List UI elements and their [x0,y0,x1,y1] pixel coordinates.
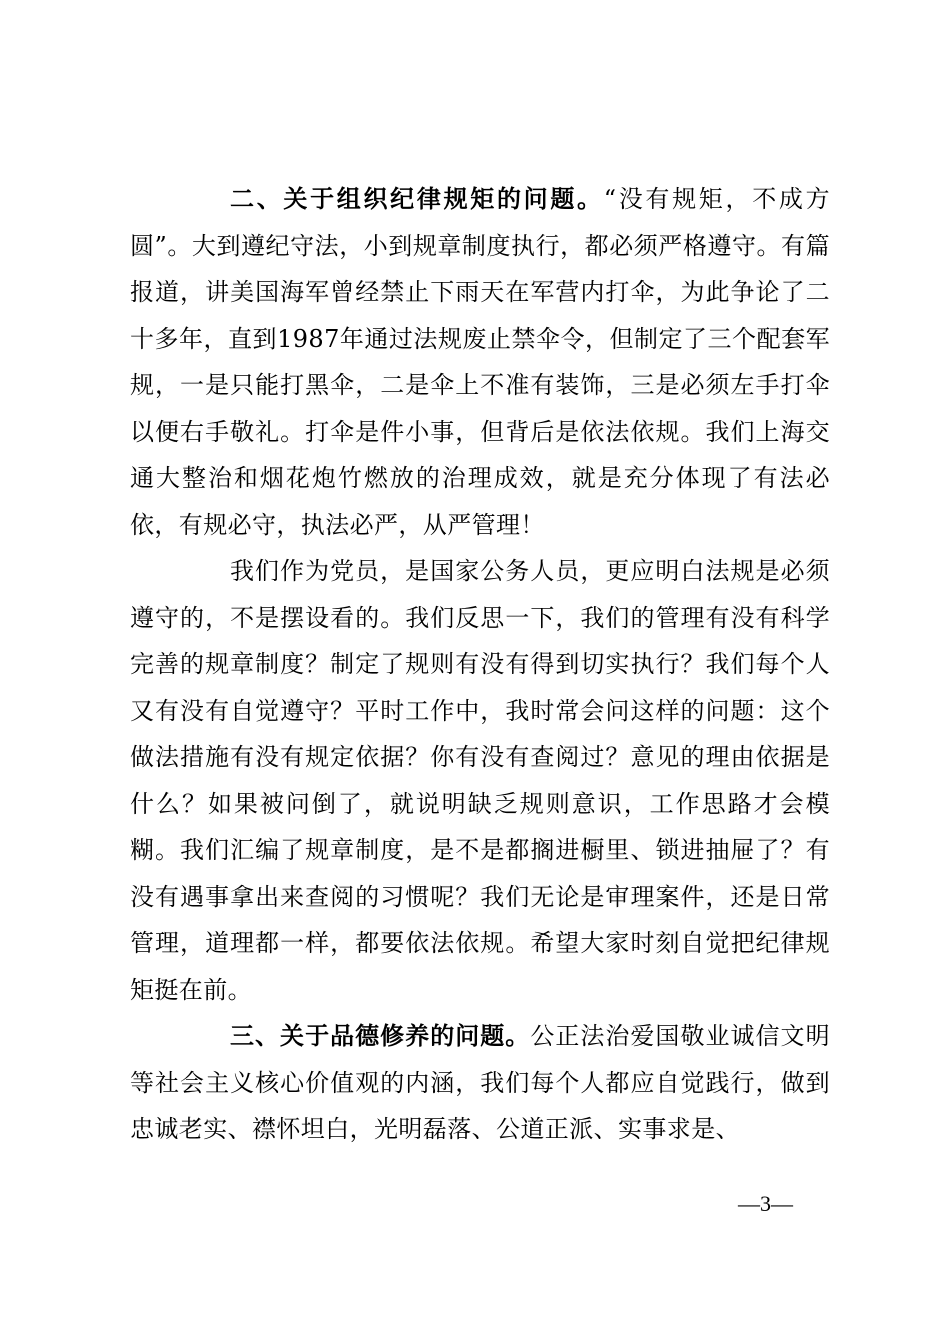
paragraph-party-member-reflection [130,548,830,1013]
paragraph-text: 公正法治爱国敬业诚信文明等社会主义核心价值观的内涵，我们每个人都应自觉践行，做到忠诚老实、襟怀坦白，光明磊落、公道正派、实事求是、 [130,1022,830,1143]
paragraph-text: “没有规矩，不成方圆”。大到遵纪守法，小到规章制度执行，都必须严格遵守。有篇报道，讲美国海军曾经禁止下雨天在军营内打伞，为此争论了二十多年，直到1987年通过法规废止禁伞令，但制定了三个配套军规，一是只能打黑伞，二是伞上不准有装饰，三是必须左手打伞以便右手敬礼。打伞是件小事，但背后是依法依规。我们上海交通大整治和烟花炮竹燃放的治理成效，就是充分体现了有法必依，有规必守，执法必严，从严管理！ [130,185,830,539]
section-heading-3: 三、关于品德修养的问题。 [230,1022,531,1050]
section-heading-2: 二、关于组织纪律规矩的问题。 [230,185,604,213]
paragraph-moral-cultivation [130,1013,830,1153]
paragraph-organizational-discipline [130,176,830,548]
document-body [130,176,830,1153]
paragraph-text: 我们作为党员，是国家公务人员，更应明白法规是必须遵守的，不是摆设看的。我们反思一下，我们的管理有没有科学完善的规章制度？制定了规则有没有得到切实执行？我们每个人又有没有自觉遵守？平时工作中，我时常会问这样的问题：这个做法措施有没有规定依据？你有没有查阅过？意见的理由依据是什么？如果被问倒了，就说明缺乏规则意识，工作思路才会模糊。我们汇编了规章制度，是不是都搁进橱里、锁进抽屉了？有没有遇事拿出来查阅的习惯呢？我们无论是审理案件，还是日常管理，道理都一样，都要依法依规。希望大家时刻自觉把纪律规矩挺在前。 [130,557,830,1004]
page-number: —3— [738,1191,793,1216]
